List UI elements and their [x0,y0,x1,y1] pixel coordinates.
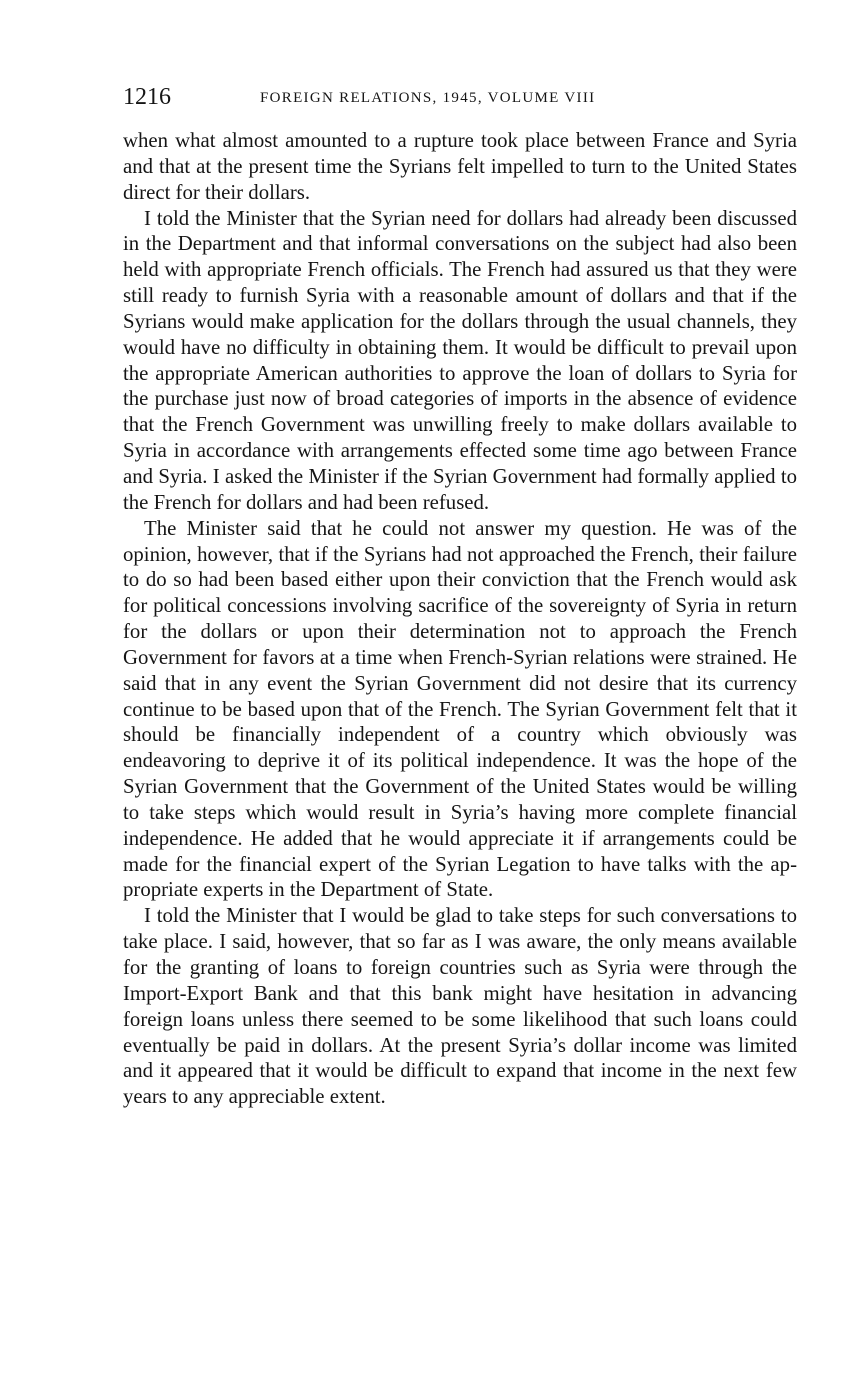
page-number: 1216 [123,84,171,110]
paragraph: The Minister said that he could not answer my question. He was of the opinion, however, that if the Syrians had not approached the French, their failure to do so had been based either upon their conviction that the French would ask for political concessions involving sacrifice of the sovereignty of Syria in return for the dollars or upon their determination not to approach the French Government for favors at a time when French-Syrian relations were strained. He said that in any event the Syrian Government did not desire that its currency continue to be based upon that of the French. The Syrian Government felt that it should be financially independent of a country which obviously was endeavoring to deprive it of its political independence. It was the hope of the Syrian Government that the Government of the United States would be willing to take steps which would result in Syria’s having more complete financial independence. He added that he would appreciate it if arrangements could be made for the financial expert of the Syrian Legation to have talks with the appropriate experts in the Department of State. [123,516,797,902]
running-header [123,82,797,116]
paragraph: I told the Minister that the Syrian need for dollars had already been discussed in the Department and that informal conversations on the subject had also been held with appropriate French officials. The French had assured us that they were still ready to furnish Syria with a reasonable amount of dollars and that if the Syrians would make application for the dollars through the usual channels, they would have no difficulty in obtaining them. It would be difficult to prevail upon the appropriate American authorities to approve the loan of dollars to Syria for the purchase just now of broad categories of imports in the absence of evidence that the French Government was unwilling freely to make dollars available to Syria in accordance with arrangements effected some time ago between France and Syria. I asked the Minister if the Syrian Government had formally applied to the French for dollars and had been refused. [123,206,797,514]
document-page [123,82,797,1110]
paragraph: I told the Minister that I would be glad to take steps for such conversations to take place. I said, however, that so far as I was aware, the only means available for the granting of loans to foreign countries such as Syria were through the Import-Export Bank and that this bank might have hesitation in advancing foreign loans unless there seemed to be some likelihood that such loans could eventually be paid in dollars. At the present Syria’s dollar income was limited and it appeared that it would be difficult to expand that income in the next few years to any appreciable extent. [123,904,797,1109]
running-title: FOREIGN RELATIONS, 1945, VOLUME VIII [260,90,596,106]
body-text [123,128,797,1110]
paragraph-continued: when what almost amounted to a rupture took place between France and Syria and that at the present time the Syrians felt impelled to turn to the United States direct for their dollars. [123,129,797,204]
